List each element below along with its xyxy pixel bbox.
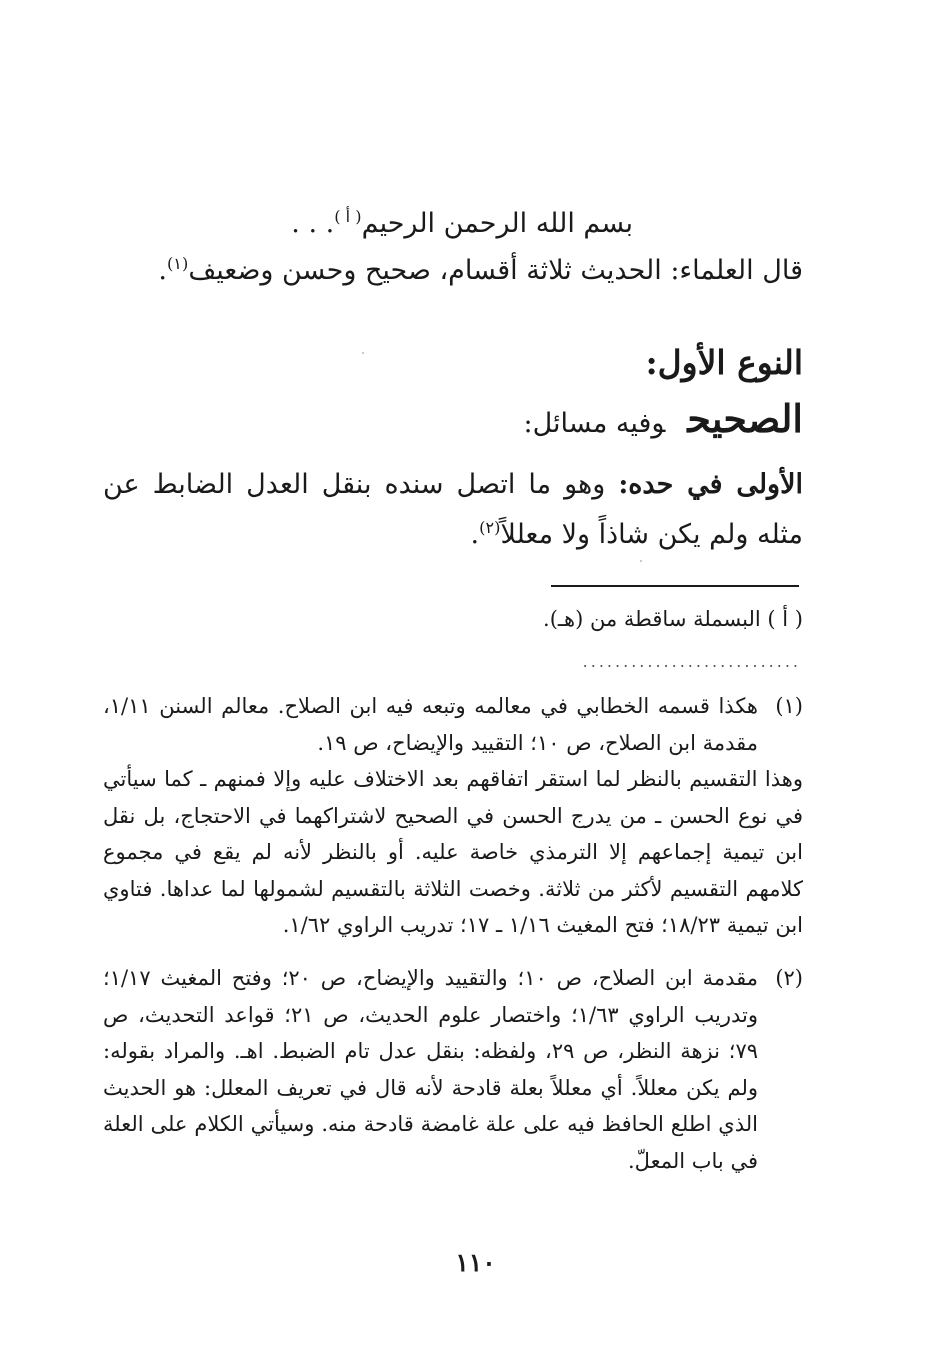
footnote-1-body (103, 688, 803, 944)
dotted-separator: ........................... (582, 652, 801, 671)
footnote-1-paragraph: هكذا قسمه الخطابي في معالمه وتبعه فيه ابن الصلاح. معالم السنن ١/١١، مقدمة ابن الصلاح، ص ١٠؛ التقييد والإيضاح، ص ١٩. (103, 694, 758, 755)
type-title: النوع الأول: (645, 343, 803, 382)
footnote-1-number: (١) (775, 694, 803, 718)
footnote-2-paragraph: مقدمة ابن الصلاح، ص ١٠؛ والتقييد والإيضاح، ص ٢٠؛ وفتح المغيث ١/١٧؛ وتدريب الراوي ١/٦٣؛ واختصار علوم الحديث، ص ٢١؛ قواعد التحديث، ص ٧٩؛ نزهة النظر، ص ٢٩، ولفظه: بنقل عدل تام الضبط. اهـ. والمراد بقوله: ولم يكن معللاً. أي معللاً بعلة قادحة لأنه قال في تعريف المعلل: هو الحديث الذي اطلع الحافظ فيه على علة غامضة قادحة منه. وسيأتي الكلام على العلة في باب المعلّ. (103, 966, 759, 1173)
section-title: الصحيح (687, 396, 803, 441)
definition-text: وهو ما اتصل سنده بنقل العدل الضابط عن مثله ولم يكن شاذاً ولا معللاً (103, 469, 803, 550)
page-number: ١١٠ (455, 1248, 496, 1277)
footnote-1-paragraph: وهذا التقسيم بالنظر لما استقر اتفاقهم بعد الاختلاف عليه وإلا فمنهم ـ كما سيأتي في نوع الحسن ـ من يدرج الحسن في الصحيح لاشتراكهما في الاحتجاج، بل نقل ابن تيمية إجماعهم إلا الترمذي خاصة عليه. أو بالنظر لأنه لم يقع في مجموع كلامهم التقسيم لأكثر من ثلاثة. وخصت الثلاثة بالتقسيم لشمولها لما عداها. فتاوي ابن تيمية ١٨/٢٣؛ فتح المغيث ١/١٦ ـ ١٧؛ تدريب الراوي ١/٦٢. (103, 767, 803, 937)
footnote-marker-1[interactable]: (١) (166, 254, 189, 273)
intro-text: قال العلماء: الحديث ثلاثة أقسام، صحيح وحسن وضعيف (188, 255, 803, 286)
intro-end: . (158, 255, 167, 286)
footnote-2 (103, 960, 803, 1179)
scan-speck (362, 352, 364, 354)
footnote-2-body (103, 960, 758, 1179)
footnote-marker-a[interactable]: ( أ ) (334, 207, 362, 226)
basmala-trail: . . . (291, 208, 335, 239)
footnote-marker-2[interactable]: (٢) (479, 518, 501, 537)
section-subtitle: وفيه مسائل: (523, 408, 666, 439)
section-heading (523, 396, 803, 441)
definition-lead: الأولى في حده: (618, 469, 803, 500)
basmala-text: بسم الله الرحمن الرحيم (361, 208, 633, 239)
footnote-1 (103, 688, 803, 944)
intro-line (158, 255, 803, 286)
footnote-2-number: (٢) (775, 966, 803, 990)
definition-paragraph (103, 460, 803, 560)
scan-speck (640, 560, 642, 562)
definition-end: . (470, 519, 480, 550)
basmala (291, 208, 633, 239)
footnote-a: ( أ ) البسملة ساقطة من (هـ). (543, 607, 803, 631)
footnote-separator (551, 585, 799, 587)
